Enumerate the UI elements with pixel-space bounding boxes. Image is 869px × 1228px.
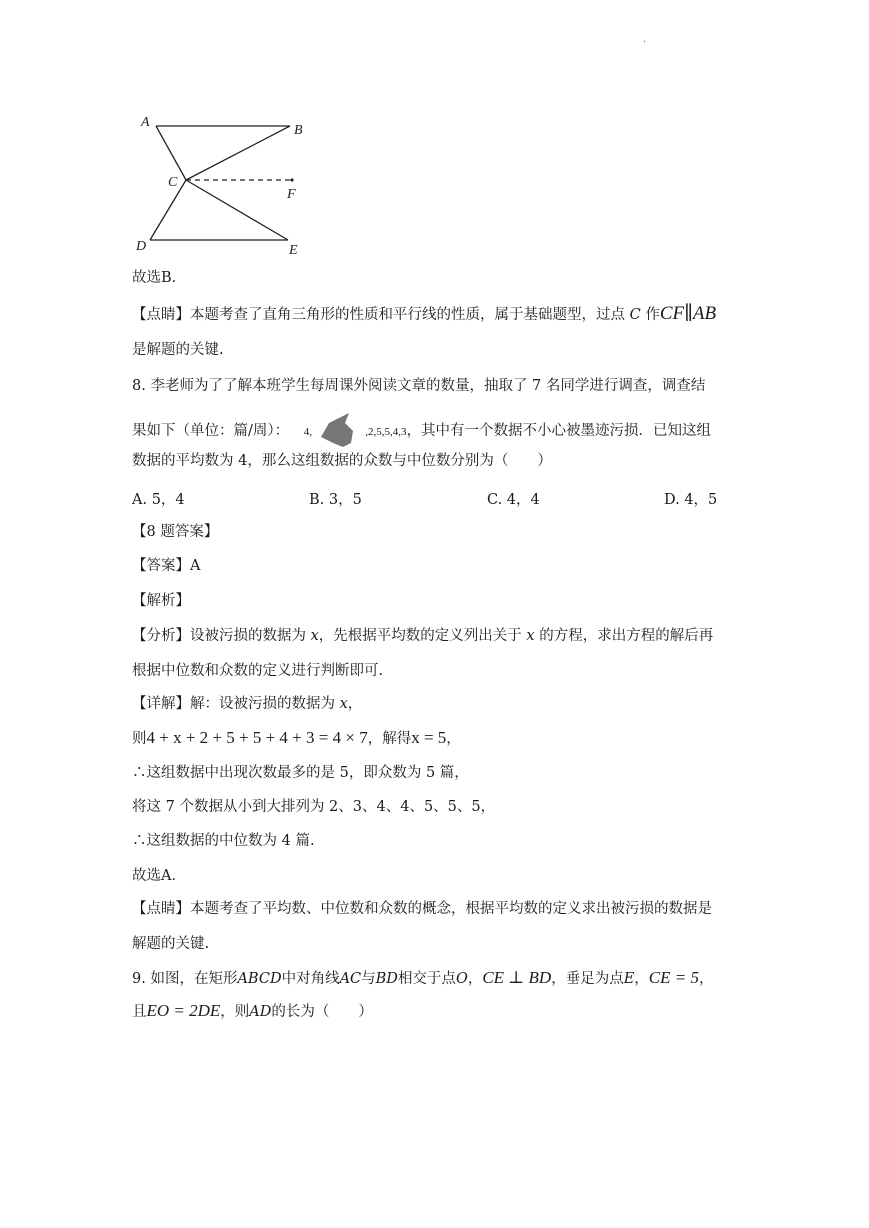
segment-ce	[186, 180, 288, 240]
label-e: E	[289, 243, 298, 258]
label-b: B	[294, 123, 303, 138]
q9-ratio: EO = 2DE	[146, 1001, 221, 1020]
header-dot: .	[643, 34, 647, 45]
q8-equation-line: 则4 + x + 2 + 5 + 5 + 4 + 3 = 4 × 7，解得x = 5，	[132, 728, 461, 747]
label-a: A	[141, 115, 150, 130]
q9-ce: CE = 5	[648, 968, 699, 987]
q8-data-first: 4,	[303, 426, 312, 438]
segment-ac	[156, 126, 186, 180]
q8-stem2-a: 果如下（单位：篇/周）：	[132, 423, 290, 439]
q8-stem2-b: ，其中有一个数据不小心被墨迹污损．已知这组	[406, 423, 711, 439]
q8-comment-2: 解题的关键.	[132, 936, 210, 952]
q8-number: 8.	[132, 378, 146, 394]
q8-analysis-2: 根据中位数和众数的定义进行判断即可.	[132, 663, 384, 679]
q8-comment-1: 【点睛】本题考查了平均数、中位数和众数的概念，根据平均数的定义求出被污损的数据是	[132, 901, 712, 917]
q8-option-b: B. 3，5	[309, 492, 362, 508]
label-c: C	[168, 175, 178, 190]
q7-make: 作	[645, 307, 660, 323]
q8-analysis-header: 【解析】	[132, 593, 190, 609]
q8-answer: 【答案】A	[132, 558, 201, 574]
point-f	[290, 178, 293, 181]
q7-point: C	[629, 307, 641, 323]
q8-detail-1: 【详解】解：设被污损的数据为 x，	[132, 696, 363, 712]
q9-stem-2: 且EO = 2DE，则AD的长为（ ）	[132, 1001, 373, 1020]
label-d: D	[136, 239, 147, 254]
ink-blot-icon	[319, 413, 359, 447]
q8-option-d: D. 4，5	[664, 492, 718, 508]
q8-choice: 故选A．	[132, 868, 186, 884]
q8-stem-2	[132, 413, 711, 447]
q7-choice: 故选B．	[132, 270, 187, 286]
q8-stem1-text: 李老师为了了解本班学生每周课外阅读文章的数量，抽取了 7 名同学进行调查，调查结	[150, 378, 706, 394]
q7-comment-text: 本题考查了直角三角形的性质和平行线的性质，属于基础题型，过点	[190, 307, 625, 323]
segment-bc	[186, 126, 290, 180]
q7-math: CF∥AB	[659, 303, 717, 324]
geometry-figure	[128, 108, 318, 258]
q8-data-rest: ,2,5,5,4,3	[365, 426, 407, 438]
q8-stem-3: 数据的平均数为 4，那么这组数据的众数与中位数分别为（ ）	[132, 453, 552, 469]
q8-line-mode: ∴这组数据中出现次数最多的是 5，即众数为 5 篇，	[132, 765, 469, 781]
q8-answer-header: 【8 题答案】	[132, 524, 219, 540]
q9-perp: CE ⊥ BD	[482, 968, 552, 987]
q9-stem-1: 9. 如图，在矩形ABCD中对角线AC与BD相交于点O，CE ⊥ BD，垂足为点E，CE = 5，	[132, 968, 714, 987]
q8-analysis-1: 【分析】设被污损的数据为 x，先根据平均数的定义列出关于 x 的方程，求出方程的解后再	[132, 628, 714, 644]
q8-option-a: A. 5，4	[132, 492, 185, 508]
label-f: F	[287, 187, 296, 202]
q8-stem-1	[132, 376, 705, 396]
q7-comment	[132, 304, 716, 325]
q8-line-median: ∴这组数据的中位数为 4 篇.	[132, 833, 315, 849]
q8-line-sort: 将这 7 个数据从小到大排列为 2、3、4、4、5、5、5，	[132, 799, 496, 815]
q8-solution: x = 5	[411, 728, 447, 747]
q8-option-c: C. 4，4	[487, 492, 540, 508]
q7-comment-tag: 【点睛】	[132, 307, 190, 323]
q7-comment-end: 是解题的关键.	[132, 342, 224, 358]
q8-equation: 4 + x + 2 + 5 + 5 + 4 + 3 = 4 × 7	[146, 728, 368, 747]
